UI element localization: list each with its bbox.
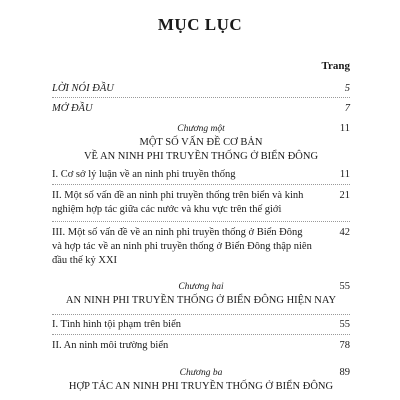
divider (52, 221, 350, 222)
toc-section-2-1[interactable] (52, 318, 350, 332)
divider (52, 334, 350, 335)
chapter-page: 11 (339, 123, 350, 134)
toc-section-text: III. Một số vấn đề về an ninh phi truyền thống ở Biển Đông và hợp tác về an ninh phi truyền thống ở Biển Đông thập niên đầu thế kỷ XXI (52, 227, 312, 266)
toc-section-text: II. An ninh môi trường biển (52, 340, 169, 351)
toc-section-text: II. Một số vấn đề an ninh phi truyền thống trên biển và kinh nghiệm hợp tác giữa các nước và khu vực trên thế giới (52, 190, 304, 215)
toc-entry-mo-dau[interactable] (52, 102, 350, 116)
toc-entry-text: LỜI NÓI ĐẦU (52, 83, 114, 94)
chapter-title-line2: VỀ AN NINH PHI TRUYỀN THỐNG Ở BIỂN ĐÔNG (83, 151, 319, 162)
chapter-page: 55 (339, 281, 350, 292)
chapter-title-line1: HỢP TÁC AN NINH PHI TRUYỀN THỐNG Ở BIỂN ĐÔNG (68, 381, 334, 392)
page-column-header: Trang (321, 60, 350, 72)
toc-entry-page: 5 (344, 83, 350, 94)
toc-section-page: 11 (339, 169, 350, 180)
page-title: MỤC LỤC (157, 15, 243, 34)
toc-section-text: I. Tình hình tội phạm trên biển (52, 319, 181, 330)
toc-section-1-2[interactable] (52, 189, 350, 217)
chapter-heading-2[interactable] (52, 280, 350, 308)
toc-section-page: 78 (339, 340, 350, 351)
divider (52, 314, 350, 315)
toc-section-page: 42 (339, 227, 350, 238)
toc-entry-text: MỞ ĐẦU (52, 103, 93, 114)
divider (52, 184, 350, 185)
toc-entry-loi-noi-dau[interactable] (52, 82, 350, 96)
toc-section-text: I. Cơ sở lý luận về an ninh phi truyền thống (52, 169, 236, 180)
toc-section-1-1[interactable] (52, 168, 350, 182)
chapter-label: Chương ba (179, 368, 223, 378)
toc-section-2-2[interactable] (52, 339, 350, 353)
chapter-page: 89 (339, 367, 350, 378)
chapter-label: Chương một (177, 124, 225, 134)
chapter-title-line1: MỘT SỐ VẤN ĐỀ CƠ BẢN (139, 137, 263, 148)
chapter-heading-1[interactable] (52, 122, 350, 164)
toc-entry-page: 7 (344, 103, 350, 114)
divider (52, 97, 350, 98)
chapter-title-line1: AN NINH PHI TRUYỀN THỐNG Ở BIỂN ĐÔNG HIỆN NAY (65, 295, 337, 306)
toc-section-1-3[interactable] (52, 226, 350, 268)
chapter-heading-3[interactable] (52, 366, 350, 394)
chapter-label: Chương hai (178, 282, 224, 292)
toc-section-page: 21 (339, 190, 350, 201)
toc-section-page: 55 (339, 319, 350, 330)
